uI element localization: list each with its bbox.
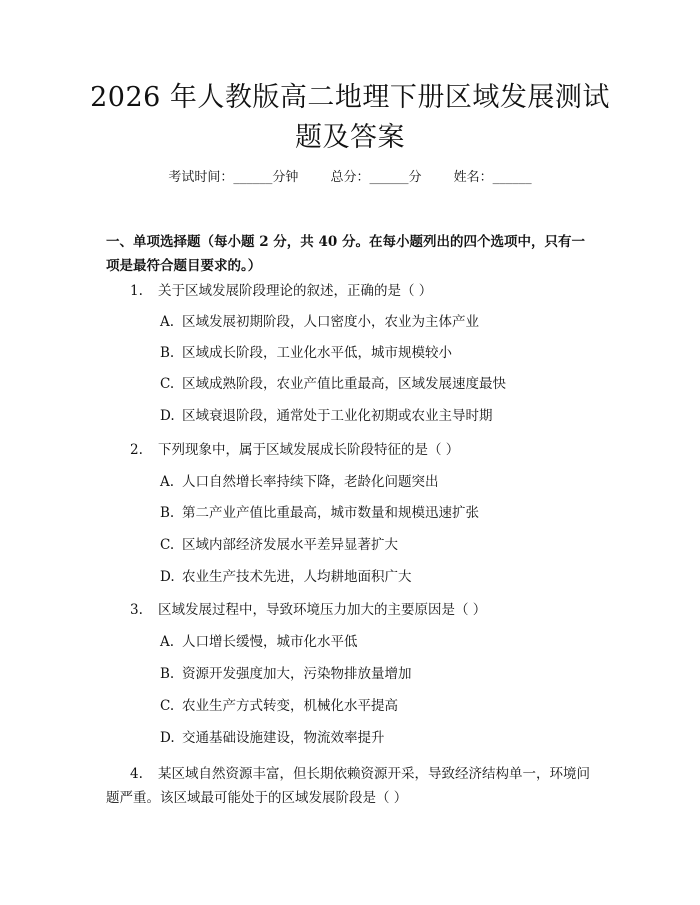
option-text: 区域成熟阶段，农业产值比重最高，区域发展速度最快 [182, 376, 506, 392]
option-1d [160, 404, 600, 428]
question-number: 4. [130, 766, 143, 782]
option-letter: A. [160, 474, 175, 490]
question-number: 3. [130, 602, 143, 618]
question-number: 2. [130, 442, 143, 458]
option-text: 第二产业产值比重最高，城市数量和规模迅速扩张 [182, 505, 479, 521]
question-text: 某区域自然资源丰富，但长期依赖资源开采，导致经济结构单一，环境问题严重。该区域最可能处于的区域发展阶段是（ ） [106, 766, 590, 806]
question-text: 关于区域发展阶段理论的叙述，正确的是（ ） [158, 283, 433, 299]
option-1c [160, 372, 600, 396]
option-1a [160, 310, 600, 334]
option-letter: D. [160, 408, 175, 424]
exam-info-line [0, 168, 700, 188]
option-text: 交通基础设施建设，物流效率提升 [182, 730, 385, 746]
total-score-field: 总分：______分 [330, 170, 422, 185]
option-3a [160, 630, 600, 654]
option-2c [160, 533, 600, 557]
section-heading: 一、单项选择题（每小题 2 分，共 40 分。在每小题列出的四个选项中，只有一项是最符合题目要求的。） [106, 234, 585, 274]
option-2a [160, 470, 600, 494]
option-text: 区域内部经济发展水平差异显著扩大 [182, 537, 398, 553]
option-letter: D. [160, 730, 175, 746]
option-text: 区域成长阶段，工业化水平低，城市规模较小 [182, 345, 452, 361]
question-4 [106, 762, 600, 810]
option-3d [160, 726, 600, 750]
option-text: 农业生产方式转变，机械化水平提高 [182, 698, 398, 714]
option-text: 区域衰退阶段，通常处于工业化初期或农业主导时期 [182, 408, 493, 424]
question-number: 1. [130, 283, 143, 299]
question-1 [130, 279, 600, 303]
question-text: 下列现象中，属于区域发展成长阶段特征的是（ ） [158, 442, 460, 458]
option-2d [160, 565, 600, 589]
option-text: 资源开发强度加大，污染物排放量增加 [182, 666, 412, 682]
option-letter: A. [160, 634, 175, 650]
option-3c [160, 694, 600, 718]
option-text: 人口自然增长率持续下降，老龄化问题突出 [182, 474, 439, 490]
option-letter: C. [160, 376, 175, 392]
name-field: 姓名：______ [453, 170, 532, 185]
question-3 [130, 598, 600, 622]
question-2 [130, 438, 600, 462]
option-text: 人口增长缓慢，城市化水平低 [182, 634, 358, 650]
document-title: 2026 年人教版高二地理下册区域发展测试题及答案 [90, 82, 610, 153]
option-3b [160, 662, 600, 686]
question-text: 区域发展过程中，导致环境压力加大的主要原因是（ ） [158, 602, 487, 618]
option-letter: C. [160, 698, 175, 714]
option-letter: D. [160, 569, 175, 585]
option-letter: B. [160, 666, 175, 682]
option-letter: A. [160, 314, 175, 330]
option-2b [160, 501, 600, 525]
option-1b [160, 341, 600, 365]
option-letter: B. [160, 345, 175, 361]
option-letter: B. [160, 505, 175, 521]
option-text: 区域发展初期阶段，人口密度小，农业为主体产业 [182, 314, 479, 330]
exam-time-field: 考试时间：______分钟 [168, 170, 299, 185]
option-letter: C. [160, 537, 175, 553]
option-text: 农业生产技术先进，人均耕地面积广大 [182, 569, 412, 585]
